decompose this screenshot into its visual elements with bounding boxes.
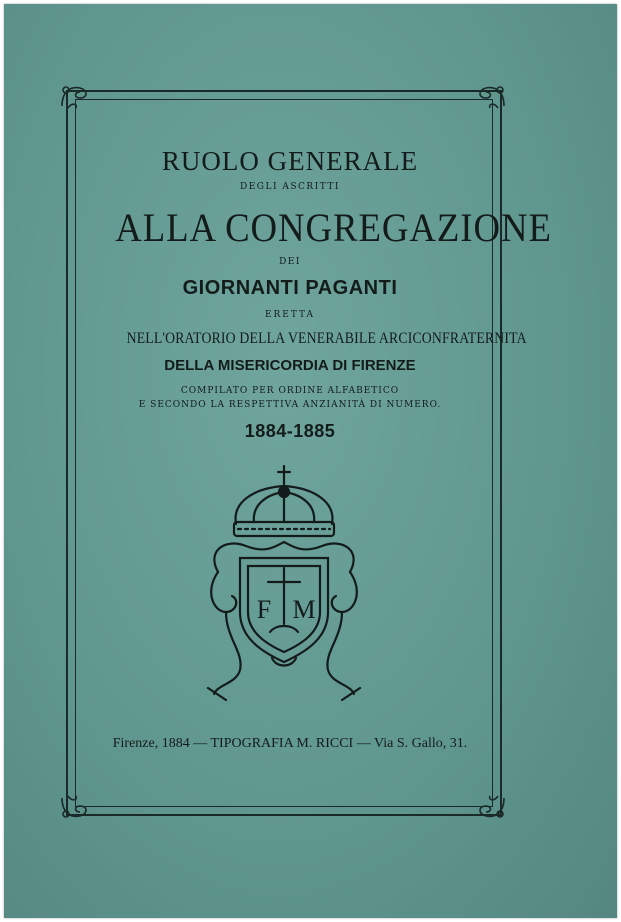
svg-text:M: M <box>292 595 316 624</box>
brotherhood-line: DELLA MISERICORDIA DI FIRENZE <box>164 357 416 374</box>
title-ruolo-generale: RUOLO GENERALE <box>161 146 419 176</box>
ornament-corner-top-right-icon <box>468 82 508 112</box>
compiled-line-2: E SECONDO LA RESPETTIVA ANZIANITÀ DI NUMERO. <box>138 400 442 410</box>
misericordia-crest-icon <box>196 462 372 707</box>
main-title: ALLA CONGREGAZIONE <box>115 205 552 250</box>
subtitle-degli-ascritti: DEGLI ASCRITTI <box>240 182 340 192</box>
ornament-corner-top-left-icon <box>58 82 98 112</box>
ornament-corner-bottom-right-icon <box>468 792 508 822</box>
eretta-label: ERETTA <box>264 310 316 320</box>
compiled-line-1: COMPILATO PER ORDINE ALFABETICO <box>180 386 400 396</box>
connector-dei: DEI <box>279 257 301 267</box>
printer-imprint: Firenze, 1884 — TIPOGRAFIA M. RICCI — Via S. Gallo, 31. <box>112 736 468 751</box>
years: 1884-1885 <box>244 421 336 441</box>
oratory-line: NELL'ORATORIO DELLA VENERABILE ARCICONFRATERNITA <box>126 330 527 347</box>
ornament-corner-bottom-left-icon <box>58 792 98 822</box>
svg-text:F: F <box>256 595 272 624</box>
group-name: GIORNANTI PAGANTI <box>182 277 398 299</box>
